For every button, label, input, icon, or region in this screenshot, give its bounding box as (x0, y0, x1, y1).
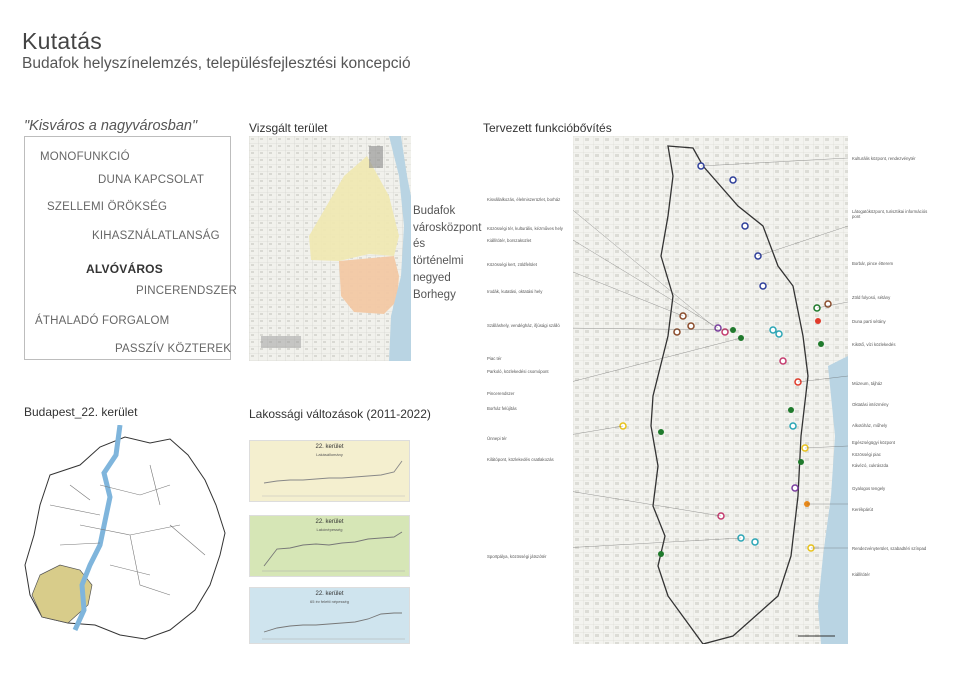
annotation: Közösségi tér, kulturális, kézműves hely (487, 226, 563, 231)
district-map (20, 425, 230, 647)
annotation: Ünnepi tér (487, 436, 507, 441)
annotation: Rendezvényterület, szabadtéri színpad (852, 546, 927, 551)
annotation: Zöld folyosó, sétány (852, 295, 891, 300)
annotation: Kiállítótér, borszaküzlet (487, 238, 532, 243)
district-heading: Budapest_22. kerület (24, 405, 138, 419)
annotation: Múzeum, tájház (852, 381, 883, 386)
keyword-heritage: SZELLEMI ÖRÖKSÉG (47, 201, 168, 213)
annotation: Kulturális központ, rendezvénytér (852, 156, 916, 161)
annotation: Kikötő, vízi közlekedés (852, 342, 896, 347)
annotation: Duna parti sétány (852, 319, 886, 324)
keyword-through-traffic: ÁTHALADÓ FORGALOM (35, 315, 170, 327)
annotation: Gyalogos tengely (852, 486, 886, 491)
annotation: Irodák, kutatási, oktatási hely (487, 289, 543, 294)
concept-quote: "Kisváros a nagyvárosban" (24, 118, 198, 134)
chart-title: 22. kerület (315, 591, 344, 597)
chart-title: 22. kerület (315, 519, 344, 525)
annotation: Egészségügyi központ (852, 440, 895, 445)
annotation: Borbár, pince étterem (852, 261, 894, 266)
annotation: Kerékpárút (852, 507, 874, 512)
annotation: Sportpálya, közösségi játszótér (487, 554, 547, 559)
plan-map (573, 136, 848, 644)
chart-series-line (264, 613, 402, 632)
population-chart-housing (249, 440, 410, 502)
annotation: Alkotóház, műhely (852, 423, 888, 428)
population-chart-residents (249, 515, 410, 577)
annotation: Piac tér (487, 356, 502, 361)
keyword-box (24, 136, 238, 360)
keyword-sleeping-town: ALVÓVÁROS (86, 262, 163, 276)
plan-heading: Tervezett funkcióbővítés (483, 121, 612, 135)
chart-series-line (264, 461, 402, 483)
annotation: Kilátópont, közlekedés csatlakozás (487, 457, 554, 462)
keyword-passive-spaces: PASSZÍV KÖZTEREK (115, 343, 232, 355)
keyword-underuse: KIHASZNÁLATLANSÁG (92, 230, 220, 242)
annotation: Kisvállalkozás, élelmiszerüzlet, borház (487, 197, 561, 202)
annotation: Kiállítótér (852, 572, 870, 577)
study-area-heading: Vizsgált terület (249, 121, 328, 135)
annotation: Kávézó, cukrászda (852, 463, 889, 468)
keyword-danube-connection: DUNA KAPCSOLAT (98, 174, 205, 186)
population-chart-elderly (249, 587, 410, 644)
chart-subtitle: 65 év feletti népesség (310, 599, 349, 604)
chart-series-line (264, 532, 402, 566)
annotation: Látogatóközpont, turisztikai információs pont (852, 209, 928, 220)
page-title: Kutatás (22, 28, 103, 54)
study-area-map (249, 136, 411, 361)
chart-title: 22. kerület (315, 444, 344, 450)
chart-subtitle: Lakásállomány (316, 452, 343, 457)
annotation: Közösségi piac (852, 452, 881, 457)
annotation: Pincerendszer (487, 391, 515, 396)
annotation: Parkoló, közlekedési csomópont (487, 369, 549, 374)
keyword-monofunction: MONOFUNKCIÓ (40, 151, 130, 163)
annotation: Szálláshely, vendégház, ifjúsági szálló (487, 323, 560, 328)
page-subtitle: Budafok helyszínelemzés, településfejlesztési koncepció (22, 55, 411, 72)
study-area-center-label: Budafok városközpont és történelmi negyed (413, 205, 482, 284)
keyword-cellar-system: PINCERENDSZER (136, 285, 238, 297)
annotation: Oktatási intézmény (852, 402, 889, 407)
annotation: Közösségi kert, zöldfelület (487, 262, 537, 267)
chart-subtitle: Lakónépesség (316, 527, 343, 532)
population-heading: Lakossági változások (2011-2022) (249, 407, 431, 421)
annotation: Borház felújítás (487, 406, 517, 411)
study-area-cellar-label: Borhegy (413, 289, 456, 301)
